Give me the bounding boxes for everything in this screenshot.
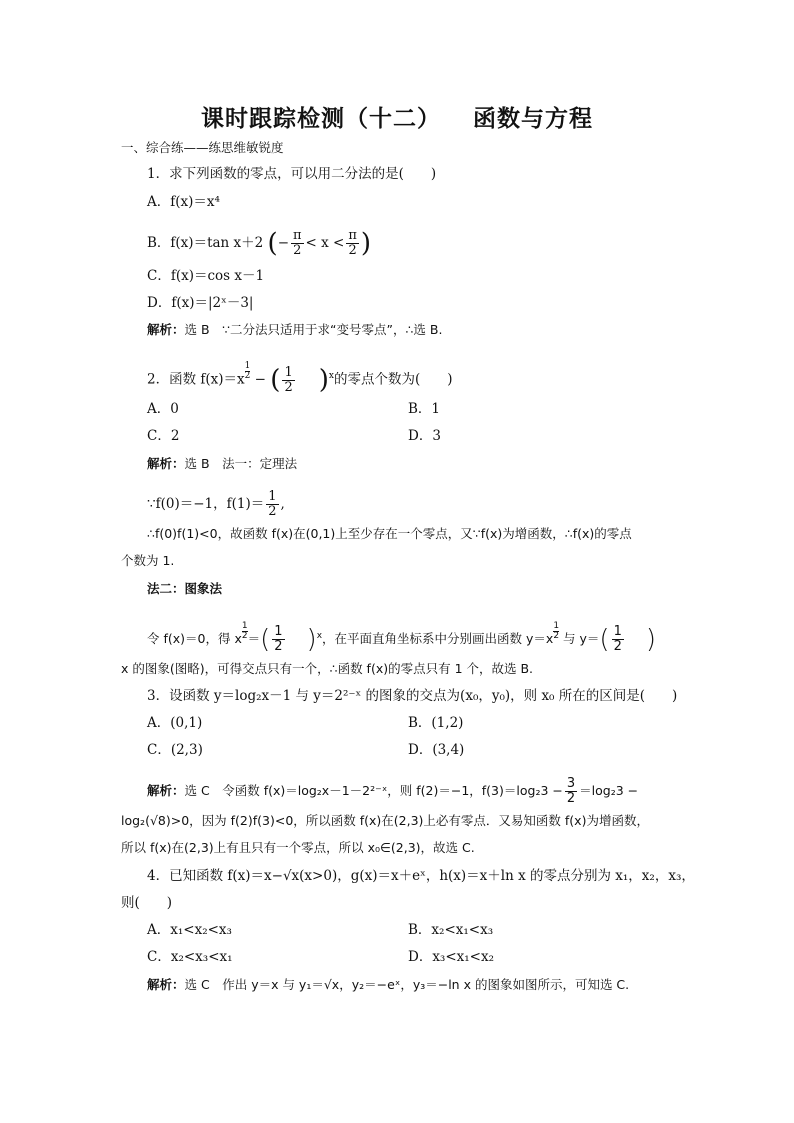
paren-left: ( (267, 228, 278, 259)
fraction (272, 625, 284, 654)
q1-minus: − (277, 235, 289, 251)
frac-den: 2 (274, 639, 283, 655)
fraction (291, 229, 304, 258)
q4-option-b: B．x₂<x₁<x₃ (408, 922, 494, 938)
q4-stem-line1: 4．已知函数 f(x)＝x−√x(x>0)，g(x)＝x＋eˣ，h(x)＝x＋ln x 的零点分别为 x₁，x₂，x₃， (147, 868, 695, 884)
q2-solution-method1: 选 B 法一：定理法 (184, 456, 298, 471)
q4-option-d: D．x₃<x₁<x₂ (408, 949, 495, 965)
q4-solution (147, 976, 629, 994)
paren-right: ) (318, 365, 329, 395)
q2-sol2-comma: , (280, 496, 285, 512)
frac-den: 2 (284, 379, 293, 395)
frac-den: 2 (268, 504, 277, 519)
exp-num: 1 (553, 621, 560, 631)
exp-num: 1 (244, 361, 251, 371)
q1-option-c: C．f(x)＝cos x－1 (147, 268, 265, 284)
q1-option-b-text: B．f(x)＝tan x＋2 (147, 235, 264, 251)
fraction (565, 777, 577, 806)
frac-den: 2 (613, 639, 622, 655)
q2-solution-line4: 个数为 1. (121, 553, 175, 568)
frac-den: 2 (566, 791, 576, 806)
q2-stem-pre: 2．函数 f(x)＝x (147, 371, 245, 388)
q3-solution-line3: 所以 f(x)在(2,3)上有且只有一个零点，所以 x₀∈(2,3)，故选 C. (121, 840, 475, 855)
section-heading: 一、综合练——练思维敏锐度 (121, 140, 284, 155)
q4-stem-line2: 则( ) (121, 895, 173, 911)
q2-solution-line7: x 的图象(图略)，可得交点只有一个，∴函数 f(x)的零点只有 1 个，故选 B. (121, 661, 534, 676)
paren-right: ) (306, 624, 317, 655)
paren-left: ( (270, 365, 281, 395)
paren-left: ( (599, 624, 610, 655)
solution-label: 解析： (147, 783, 185, 798)
q2-option-b: B．1 (408, 401, 441, 417)
q1-stem: 1．求下列函数的零点，可以用二分法的是( ) (147, 166, 437, 182)
exp-den: 2 (241, 631, 248, 641)
q4-option-c: C．x₂<x₃<x₁ (147, 949, 233, 965)
exp-num: 1 (241, 621, 248, 631)
solution-label: 解析： (147, 456, 185, 471)
q2-solution-line6 (147, 622, 656, 654)
q3-sol1-end: ＝log₂3 − (579, 783, 639, 798)
q2-solution-line1 (147, 455, 297, 473)
q3-stem: 3．设函数 y＝log₂x－1 与 y＝2²⁻ˣ 的图象的交点为(x₀，y₀)，则 x₀ 所在的区间是( ) (147, 688, 678, 704)
q1-inequality: < x < (305, 235, 345, 251)
solution-label: 解析： (147, 322, 185, 337)
q3-option-a: A．(0,1) (147, 715, 203, 731)
frac-den: 2 (348, 243, 357, 258)
frac-num: π (293, 228, 302, 243)
q3-option-d: D．(3,4) (408, 742, 465, 758)
q3-solution-line2: log₂(√8)>0，因为 f(2)f(3)<0，所以函数 f(x)在(2,3)上必有零点．又易知函数 f(x)为增函数， (121, 813, 649, 828)
fraction (346, 229, 359, 258)
q2-stem-post: 的零点个数为( ) (333, 371, 453, 388)
q3-option-c: C．(2,3) (147, 742, 203, 758)
frac-num: 1 (268, 489, 277, 504)
fraction (266, 490, 278, 519)
q2-option-a: A．0 (147, 401, 179, 417)
q1-solution-text: 选 B ∵二分法只适用于求“变号零点”，∴选 B. (184, 322, 443, 337)
title-main: 课时跟踪检测（十二） (201, 105, 441, 132)
q1-option-a: A．f(x)＝x⁴ (147, 194, 220, 210)
q2-sol2-text: ∵f(0)＝−1，f(1)＝ (147, 496, 265, 512)
q2-sol6-end: 与 y＝ (559, 631, 600, 647)
exp-den: 2 (244, 371, 251, 381)
paren-right: ) (360, 228, 372, 259)
q1-option-b (147, 229, 371, 258)
q2-sol6-eq: ＝ (247, 631, 261, 647)
q1-solution (147, 321, 442, 339)
q1-option-d: D．f(x)＝|2ˣ－3| (147, 295, 254, 311)
solution-label: 解析： (147, 977, 185, 992)
q2-sol6-text2: ，在平面直角坐标系中分别画出函数 y＝x (322, 631, 554, 647)
q2-stem (147, 362, 453, 395)
q2-x-exponent: x (328, 371, 334, 381)
frac-den: 2 (293, 243, 302, 258)
frac-num: 1 (274, 624, 283, 640)
q2-option-c: C．2 (147, 428, 180, 444)
frac-num: π (348, 228, 357, 243)
q3-option-b: B．(1,2) (408, 715, 464, 731)
frac-num: 1 (284, 364, 293, 380)
q3-solution-line1 (147, 777, 638, 806)
q2-minus: − (250, 371, 271, 388)
fraction (612, 625, 624, 654)
paren-left: ( (260, 624, 271, 655)
q3-sol1-text: 选 C 令函数 f(x)＝log₂x－1－2²⁻ˣ，则 f(2)＝−1，f(3)＝log₂3 − (184, 783, 563, 798)
q2-solution-line3: ∴f(0)f(1)<0，故函数 f(x)在(0,1)上至少存在一个零点，又∵f(x)为增函数，∴f(x)的零点 (147, 526, 632, 541)
fraction (282, 366, 294, 395)
frac-num: 1 (613, 624, 622, 640)
exp-den: 2 (553, 631, 560, 641)
q2-solution-method2: 法二：图象法 (147, 581, 223, 596)
q2-option-d: D．3 (408, 428, 441, 444)
q4-solution-text: 选 C 作出 y＝x 与 y₁＝√x，y₂＝−eˣ，y₃＝−ln x 的图象如图所示，可知选 C. (184, 977, 630, 992)
frac-num: 3 (566, 776, 576, 791)
page-title (0, 100, 794, 133)
q2-solution-line2 (147, 490, 285, 519)
title-sub: 函数与方程 (473, 105, 593, 132)
q2-x-exponent: x (316, 631, 323, 641)
paren-right: ) (645, 624, 656, 655)
q2-sol6-text: 令 f(x)＝0，得 x (147, 631, 242, 647)
q4-option-a: A．x₁<x₂<x₃ (147, 922, 232, 938)
